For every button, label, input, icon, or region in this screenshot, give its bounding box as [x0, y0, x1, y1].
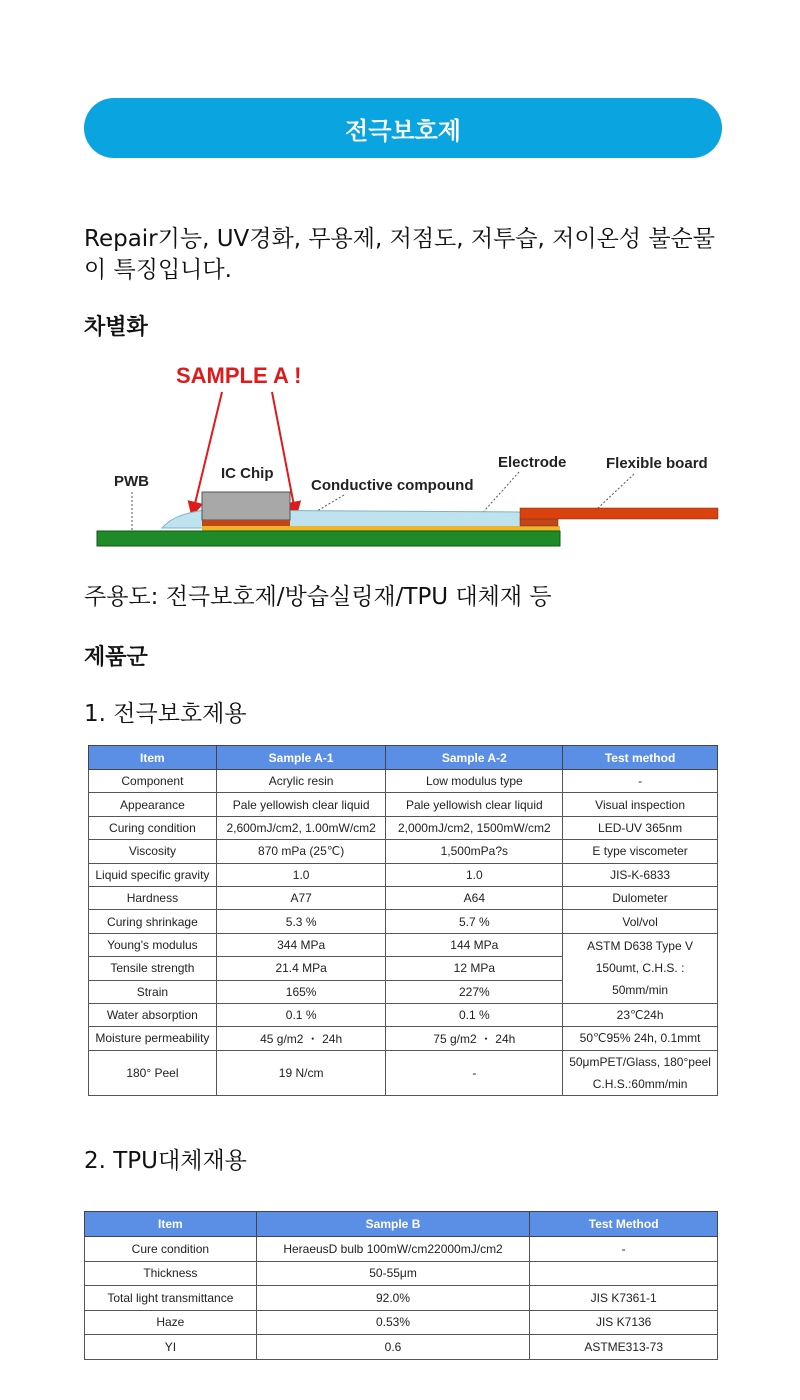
table-cell: 165% — [216, 980, 386, 1003]
table-cell: 5.3 % — [216, 910, 386, 933]
table-cell: JIS-K-6833 — [563, 863, 718, 886]
table-cell: LED-UV 365nm — [563, 816, 718, 839]
table-cell: 344 MPa — [216, 933, 386, 956]
table-row — [89, 793, 718, 816]
table-header-row — [89, 746, 718, 770]
header-cell: Sample B — [256, 1212, 530, 1237]
substrate-electrode-layer — [202, 526, 560, 531]
table-cell: 0.1 % — [386, 1003, 563, 1026]
table-row — [85, 1286, 718, 1311]
table-cell: 50-55μm — [256, 1261, 530, 1286]
banner-title: 전극보호제 — [345, 116, 461, 145]
table-cell: A77 — [216, 886, 386, 909]
table-cell: 0.53% — [256, 1310, 530, 1335]
table-cell — [530, 1261, 718, 1286]
intro-text: Repair기능, UV경화, 무용제, 저점도, 저투습, 저이온성 불순물이 특징입니다. — [84, 226, 715, 283]
product-sub-1: 1. 전극보호제용 — [84, 701, 247, 727]
table-cell: 2,000mJ/cm2, 1500mW/cm2 — [386, 816, 563, 839]
table-cell: 92.0% — [256, 1286, 530, 1311]
table-cell: Water absorption — [89, 1003, 217, 1026]
table-cell: Cure condition — [85, 1237, 257, 1262]
table-row — [89, 910, 718, 933]
table-cell: JIS K7361-1 — [530, 1286, 718, 1311]
table-cell: Vol/vol — [563, 910, 718, 933]
table-cell: Visual inspection — [563, 793, 718, 816]
table-cell: 19 N/cm — [216, 1050, 386, 1095]
astm-line: 50mm/min — [612, 983, 669, 998]
ic-chip-label: IC Chip — [221, 465, 274, 482]
astm-line: 150umt, C.H.S. : — [595, 961, 685, 976]
pwb-board — [97, 531, 560, 546]
peel-method-cell — [563, 1050, 718, 1095]
table-cell: 45 g/m2 ・ 24h — [216, 1027, 386, 1050]
electrode-label: Electrode — [498, 454, 567, 471]
astm-line: ASTM D638 Type V — [587, 939, 693, 954]
usage-text: 주용도: 전극보호제/방습실링재/TPU 대체재 등 — [84, 584, 552, 610]
table-cell: E type viscometer — [563, 840, 718, 863]
flexible-board — [520, 508, 718, 519]
table-cell: 0.1 % — [216, 1003, 386, 1026]
table-cell: 2,600mJ/cm2, 1.00mW/cm2 — [216, 816, 386, 839]
table-header-row — [85, 1212, 718, 1237]
table-cell: - — [563, 770, 718, 793]
table-cell: Component — [89, 770, 217, 793]
table-cell: Acrylic resin — [216, 770, 386, 793]
table-cell: 23℃24h — [563, 1003, 718, 1026]
table-cell: Curing shrinkage — [89, 910, 217, 933]
table-cell: 5.7 % — [386, 910, 563, 933]
conductive-label: Conductive compound — [311, 477, 474, 494]
table-row — [85, 1261, 718, 1286]
table-row — [89, 863, 718, 886]
differentiation-heading: 차별화 — [84, 315, 148, 340]
table-row — [89, 1050, 718, 1095]
product-sub-2: 2. TPU대체재용 — [84, 1148, 247, 1174]
structure-diagram — [84, 352, 734, 562]
table-row — [89, 1027, 718, 1050]
table-cell: Tensile strength — [89, 957, 217, 980]
table-cell: Pale yellowish clear liquid — [386, 793, 563, 816]
table-cell: 21.4 MPa — [216, 957, 386, 980]
pwb-label: PWB — [114, 473, 149, 490]
table-cell: Appearance — [89, 793, 217, 816]
table-cell: Total light transmittance — [85, 1286, 257, 1311]
table-cell: Dulometer — [563, 886, 718, 909]
table-cell: ASTME313-73 — [530, 1335, 718, 1360]
flexible-board-label: Flexible board — [606, 455, 708, 472]
table-cell: 227% — [386, 980, 563, 1003]
table-cell: Young's modulus — [89, 933, 217, 956]
header-cell: Test Method — [530, 1212, 718, 1237]
table-cell: 50℃95% 24h, 0.1mmt — [563, 1027, 718, 1050]
products-heading: 제품군 — [84, 645, 148, 670]
table-cell: 1,500mPa?s — [386, 840, 563, 863]
table-cell: Pale yellowish clear liquid — [216, 793, 386, 816]
table-cell: Curing condition — [89, 816, 217, 839]
table-row — [89, 933, 718, 956]
table-cell: Haze — [85, 1310, 257, 1335]
table-cell: A64 — [386, 886, 563, 909]
table-cell: JIS K7136 — [530, 1310, 718, 1335]
peel-line: 50μmPET/Glass, 180°peel — [569, 1054, 711, 1069]
table-cell: 870 mPa (25℃) — [216, 840, 386, 863]
spec-table-2 — [84, 1211, 718, 1360]
table-cell: HeraeusD bulb 100mW/cm22000mJ/cm2 — [256, 1237, 530, 1262]
table-cell: Strain — [89, 980, 217, 1003]
header-cell: Item — [89, 746, 217, 770]
sample-label: SAMPLE A ! — [176, 363, 302, 388]
table-cell: 1.0 — [386, 863, 563, 886]
spec-table-1 — [88, 745, 718, 1096]
table-cell: YI — [85, 1335, 257, 1360]
table-row — [89, 886, 718, 909]
table-cell: Low modulus type — [386, 770, 563, 793]
flexible-leader — [596, 474, 634, 510]
table-row — [89, 840, 718, 863]
table-cell: 1.0 — [216, 863, 386, 886]
table-row — [85, 1335, 718, 1360]
header-cell: Sample A-2 — [386, 746, 563, 770]
table-row — [89, 816, 718, 839]
peel-line: C.H.S.:60mm/min — [592, 1076, 688, 1091]
astm-method-cell — [563, 933, 718, 1003]
table-cell: 75 g/m2 ・ 24h — [386, 1027, 563, 1050]
header-cell: Item — [85, 1212, 257, 1237]
table-cell: Liquid specific gravity — [89, 863, 217, 886]
table-row — [85, 1237, 718, 1262]
ic-chip — [202, 492, 290, 520]
section-banner — [84, 98, 722, 158]
header-cell: Sample A-1 — [216, 746, 386, 770]
table-cell: Viscosity — [89, 840, 217, 863]
table-cell: 144 MPa — [386, 933, 563, 956]
table-cell: 180° Peel — [89, 1050, 217, 1095]
table-row — [89, 1003, 718, 1026]
table-cell: - — [386, 1050, 563, 1095]
chip-bump — [202, 520, 290, 526]
table-cell: 0.6 — [256, 1335, 530, 1360]
table-row — [89, 770, 718, 793]
table-cell: Moisture permeability — [89, 1027, 217, 1050]
table-cell: 12 MPa — [386, 957, 563, 980]
table-cell: - — [530, 1237, 718, 1262]
table-row — [85, 1310, 718, 1335]
header-cell: Test method — [563, 746, 718, 770]
table-cell: Thickness — [85, 1261, 257, 1286]
table-cell: Hardness — [89, 886, 217, 909]
